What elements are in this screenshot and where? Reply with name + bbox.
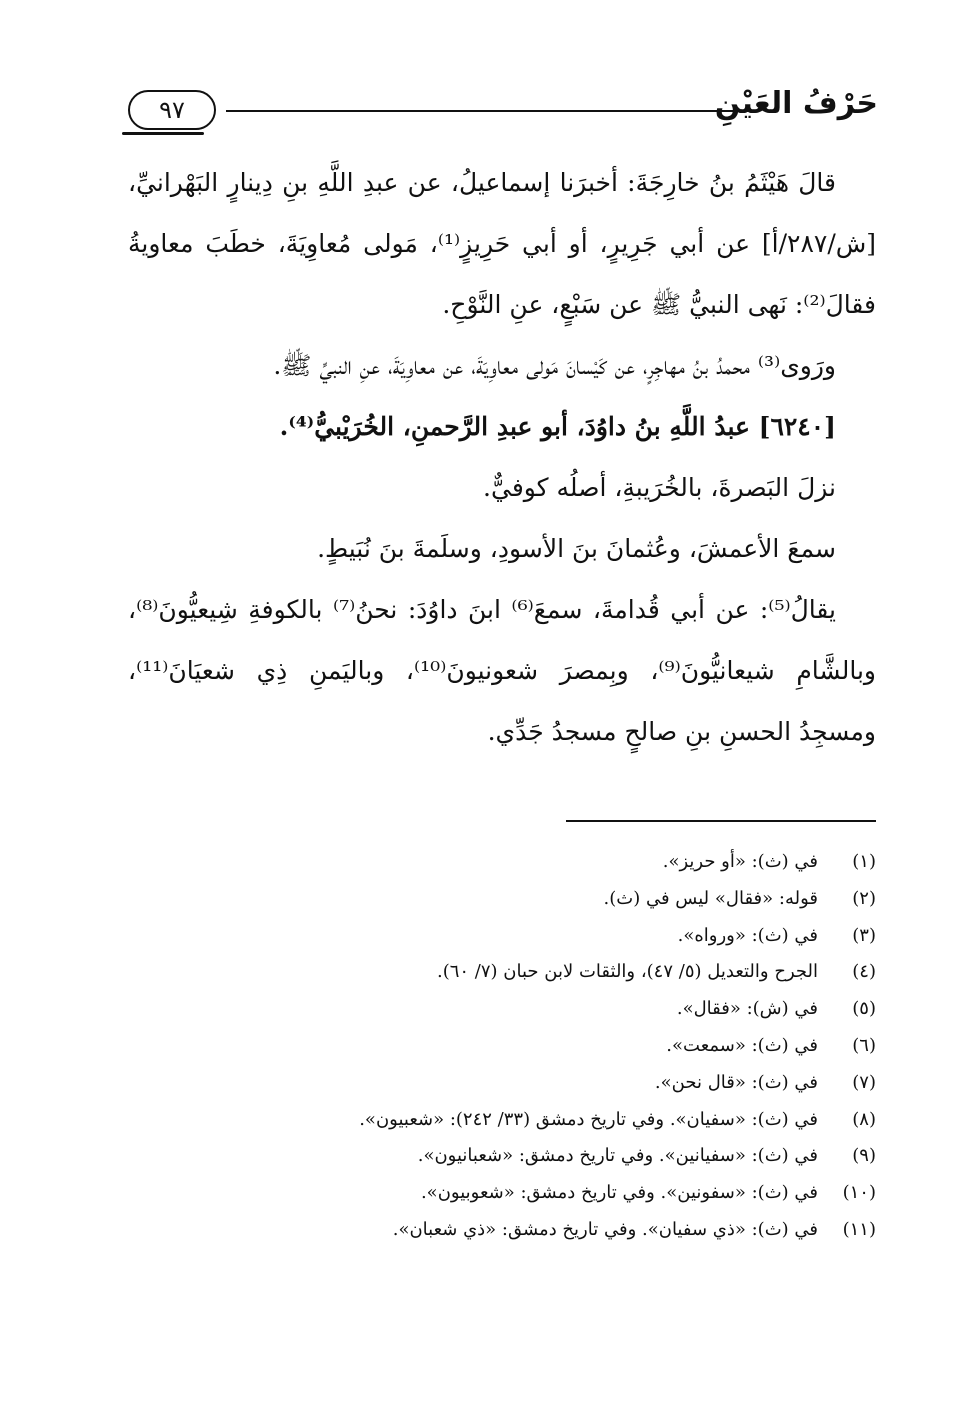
footnote (156, 881, 876, 918)
footnote-number: (٥) (852, 998, 876, 1020)
footnote (156, 954, 876, 991)
footnote-text: في (ش): «فقال». (676, 998, 818, 1020)
page-header (128, 86, 878, 146)
footnote (156, 918, 876, 955)
footnote-text: في (ث): «أو حريز». (662, 851, 818, 872)
entry-paragraph-yuqalu: يقالُ⁽⁵⁾: عن أبي قُدامةَ، سمعَ⁽⁶⁾ ابنَ داوُدَ: نحنُ⁽⁷⁾ بالكوفةِ شِيعيُّونَ⁽⁸⁾، وبالشَّامِ شيعانيُّونَ⁽⁹⁾، وبِمصرَ شعونيونَ⁽¹⁰⁾، وباليَمنِ ذِي شعيَانَ⁽¹¹⁾، ومسجِدُ الحسنِ بنِ صالحٍ مسجدُ جَدِّي. (128, 595, 876, 746)
footnote-number: (٧) (852, 1071, 876, 1093)
footnote-text: في (ث): «ورواه». (677, 924, 818, 946)
footnote-number: (٣) (852, 924, 876, 946)
footnotes (156, 844, 876, 1249)
footnote-text: في (ث): «ذي سفيان». وفي تاريخ دمشق: «ذي شعبان». (392, 1218, 818, 1240)
footnote-text: في (ث): «سفونين». وفي تاريخ دمشق: «شعوبيون». (420, 1182, 818, 1204)
footnote-number: (١٠) (842, 1182, 876, 1204)
page-number: ٩٧ (128, 90, 216, 130)
footnote-text: الجرح والتعديل (٥/ ٤٧)، والثقات لابن حبان (٧/ ٦٠). (436, 961, 818, 983)
footnote (156, 1175, 876, 1212)
footnote-text: في (ث): «قال نحن». (654, 1071, 818, 1093)
footnote-number: (٢) (852, 887, 876, 909)
chapter-title: حَرْفُ العَيْنِ (714, 86, 878, 121)
footnote-text: في (ث): «سفيان». وفي تاريخ دمشق (٣٣/ ٢٤٢): «شعبيون». (359, 1108, 818, 1130)
footnote (156, 1102, 876, 1139)
footnote-number: (٩) (852, 1145, 876, 1167)
footnote-number: (١) (852, 851, 876, 872)
footnote (156, 1212, 876, 1249)
main-text (128, 152, 876, 762)
footnote-separator (566, 820, 876, 822)
footnote-text: في (ث): «سفيانين». وفي تاريخ دمشق: «شعبانيون». (417, 1145, 818, 1167)
footnote (156, 991, 876, 1028)
entry-heading: [٦٢٤٠] عبدُ اللَّهِ بنُ داوُدَ، أبو عبدِ الرَّحمنِ، الخُرَيْبيُّ⁽⁴⁾. (279, 412, 836, 441)
footnote (156, 1138, 876, 1175)
footnote-number: (٨) (852, 1108, 876, 1130)
paragraph-muhammad-ibn-muhajir: ورَوى⁽³⁾ محمدُ بنُ مهاجِرٍ، عن كَيْسانَ مَولى معاوِيَةَ، عن معاوِيَةَ، عنِ النبيِّ ﷺ. (273, 351, 836, 380)
footnote-number: (٤) (852, 961, 876, 983)
footnote-number: (٦) (852, 1034, 876, 1056)
footnote-text: قوله: «فقال» ليس في (ث). (603, 887, 818, 909)
footnote (156, 1065, 876, 1102)
footnote (156, 1028, 876, 1065)
footnote-number: (١١) (842, 1218, 876, 1240)
footnote-text: في (ث): «سمعت». (666, 1034, 818, 1056)
paragraph-haytham: قالَ هَيْثَمُ بنُ خارِجَةَ: أخبرَنا إسماعيلُ، عن عبدِ اللَّهِ بنِ دِينارٍ البَهْرانيِّ، [ش/٢٨٧/أ] عن أبي جَرِيرٍ، أو أبي حَرِيزٍ⁽¹⁾، مَولى مُعاوِيَةَ، خطَبَ معاويةُ فقالَ⁽²⁾: نَهى النبيُّ ﷺ عن سَبْعٍ، عنِ النَّوْحِ. (128, 168, 877, 319)
entry-paragraph-nazala: نزلَ البَصرةَ، بالخُرَيبةِ، أصلُه كوفيٌّ. (483, 473, 836, 502)
header-rule (226, 110, 758, 112)
footnote (156, 844, 876, 881)
entry-paragraph-samia: سمعَ الأعمشَ، وعُثمانَ بنَ الأسودِ، وسلَمةَ بنَ نُبَيطٍ. (317, 534, 836, 563)
